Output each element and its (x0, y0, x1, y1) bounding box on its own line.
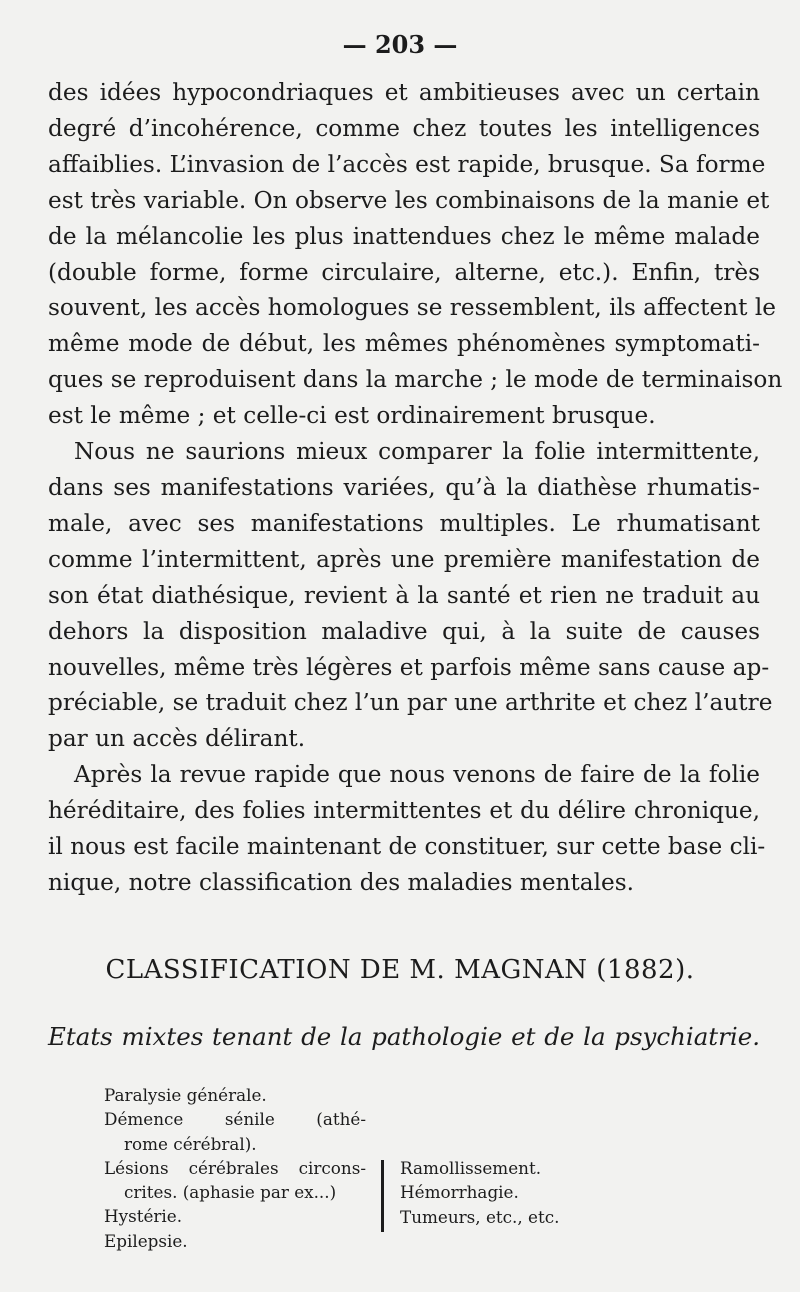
text-line: il nous est facile maintenant de constituer, sur cette base cli- (48, 833, 766, 861)
text-line: de la mélancolie les plus inattendues chez le même malade (48, 222, 760, 250)
text-line: nouvelles, même très légères et parfois même sans cause ap- (48, 653, 770, 681)
text-line: son état diathésique, revient à la santé et rien ne traduit au (48, 581, 760, 609)
body-text (48, 75, 783, 901)
text-line: degré d’incohérence, comme chez toutes les intelligences (48, 114, 760, 142)
classification-item: Hystérie. (104, 1206, 183, 1227)
classification-left-column (104, 1083, 366, 1253)
text-line: héréditaire, des folies intermittentes et du délire chronique, (48, 797, 760, 825)
text-line: des idées hypocondriaques et ambitieuses avec un certain (48, 79, 760, 106)
text-line: male, avec ses manifestations multiples. Le rhumatisant (48, 509, 760, 537)
text-line: dans ses manifestations variées, qu’à la diathèse rhumatis- (48, 473, 760, 501)
classification-item: Paralysie générale. (104, 1085, 267, 1105)
text-line: nique, notre classification des maladies mentales. (48, 868, 635, 896)
text-line: souvent, les accès homologues se ressemblent, ils affectent le (48, 294, 776, 322)
section-subheading: Etats mixtes tenant de la pathologie et de la psychiatrie. (48, 1022, 760, 1051)
lesion-type-item: Hémorrhagie. (400, 1182, 519, 1203)
section-heading: CLASSIFICATION DE M. MAGNAN (1882). (105, 955, 695, 985)
lesion-type-item: Tumeurs, etc., etc. (400, 1206, 560, 1227)
lesion-type-item: Ramollissement. (400, 1158, 542, 1178)
grouping-bar (381, 1160, 384, 1232)
page-number: — 203 — (342, 30, 458, 59)
classification-item: rome cérébral). (124, 1133, 257, 1154)
text-line: Après la revue rapide que nous venons de faire de la folie (74, 761, 760, 789)
text-line: comme l’intermittent, après une première manifestation de (48, 545, 760, 573)
text-line: est très variable. On observe les combinaisons de la manie et (48, 186, 770, 214)
classification-right-column (400, 1156, 600, 1229)
text-line: (double forme, forme circulaire, alterne, etc.). Enfin, très (48, 258, 760, 286)
text-line: Nous ne saurions mieux comparer la folie intermittente, (74, 438, 760, 466)
text-line: par un accès délirant. (48, 725, 306, 753)
text-line: affaiblies. L’invasion de l’accès est rapide, brusque. Sa forme (48, 150, 766, 178)
text-line: même mode de début, les mêmes phénomènes symptomati- (48, 330, 760, 358)
text-line: ques se reproduisent dans la marche ; le mode de terminaison (48, 366, 783, 394)
text-line: dehors la disposition maladive qui, à la suite de causes (48, 617, 760, 645)
classification-item: Lésions cérébrales circons- (104, 1157, 366, 1178)
classification-item: Epilepsie. (104, 1230, 188, 1251)
classification-table (104, 1083, 594, 1253)
classification-item: crites. (aphasie par ex...) (124, 1182, 337, 1203)
text-line: est le même ; et celle-ci est ordinairement brusque. (48, 402, 656, 430)
text-line: préciable, se traduit chez l’un par une arthrite et chez l’autre (48, 689, 773, 717)
classification-item: Démence sénile (athé- (104, 1109, 366, 1130)
